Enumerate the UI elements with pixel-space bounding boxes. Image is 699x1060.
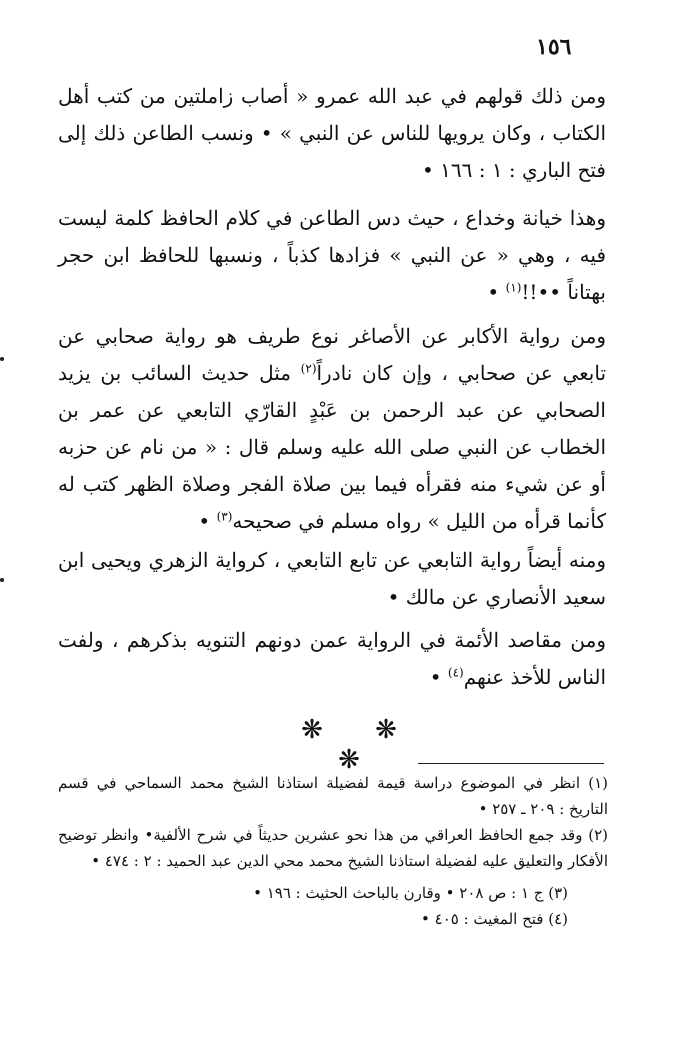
margin-mark	[0, 357, 4, 361]
paragraph-1	[58, 78, 606, 189]
footnote-marker-3: (٣)	[216, 509, 233, 524]
footnote-3: (٣) ج ١ : ص ٢٠٨ • وقارن بالباحث الحثيث : ١٩٦ •	[253, 884, 568, 902]
paragraph-2-end: •	[487, 280, 500, 304]
footnote-marker-2: (٢)	[300, 361, 317, 376]
paragraph-5	[58, 622, 606, 696]
footnote-1: (١) انظر في الموضوع دراسة قيمة لفضيلة استاذنا الشيخ محمد السماحي في قسم التاريخ : ٢٠٩ ـ ٢٥٧ •	[58, 774, 608, 818]
paragraph-4	[58, 542, 606, 616]
paragraph-3-end: •	[198, 509, 211, 533]
paragraph-2-text: وهذا خيانة وخداع ، حيث دس الطاعن في كلام الحافظ كلمة ليست فيه ، وهي « عن النبي » فزادها كذباً ، ونسبها للحافظ ابن حجر بهتاناً ••!!	[58, 206, 606, 304]
paragraph-5-end: •	[429, 665, 442, 689]
footnote-divider	[418, 763, 604, 764]
footnotes	[58, 770, 608, 932]
footnote-4: (٤) فتح المغيث : ٤٠٥ •	[421, 910, 568, 928]
section-separator: ❋ ❋ ❋	[301, 715, 419, 775]
footnote-marker-4: (٤)	[447, 665, 464, 680]
paragraph-3-text-a: ومن رواية الأكابر عن الأصاغر نوع طريف هو رواية صحابي عن تابعي عن صحابي ، وإن كان نادراً	[58, 324, 607, 385]
paragraph-3-text-b: مثل حديث السائب بن يزيد الصحابي عن عبد الرحمن بن عَبْدٍ القارّي التابعي عن عمر بن الخطاب عن النبي صلى الله عليه وسلم قال : « من نام عن حزبه أو عن شيء منه فقرأه فيما بين صلاة الفجر وصلاة الظهر كتب له كأنما قرأه من الليل » رواه مسلم في صحيحه	[58, 361, 606, 533]
paragraph-5-text: ومن مقاصد الأئمة في الرواية عمن دونهم التنويه بذكرهم ، ولفت الناس للأخذ عنهم	[58, 628, 606, 689]
paragraph-1-text: ومن ذلك قولهم في عبد الله عمرو « أصاب زاملتين من كتب أهل الكتاب ، وكان يرويها للناس عن النبي » • ونسب الطاعن ذلك إلى فتح الباري : ١ : ١٦٦ •	[58, 84, 606, 182]
footnote-marker-1: (١)	[505, 280, 522, 295]
paragraph-4-text: ومنه أيضاً رواية التابعي عن تابع التابعي ، كرواية الزهري ويحيى ابن سعيد الأنصاري عن مالك •	[58, 548, 606, 609]
margin-mark	[0, 578, 4, 582]
paragraph-2	[58, 200, 606, 311]
page-number: ١٥٦	[536, 34, 572, 60]
footnote-2: (٢) وقد جمع الحافظ العراقي من هذا نحو عشرين حديثاً في شرح الألفية• وانظر توضيح الأفكار والتعليق عليه لفضيلة استاذنا الشيخ محمد محي الدين عبد الحميد : ٢ : ٤٧٤ •	[58, 826, 608, 870]
paragraph-3	[58, 318, 606, 540]
